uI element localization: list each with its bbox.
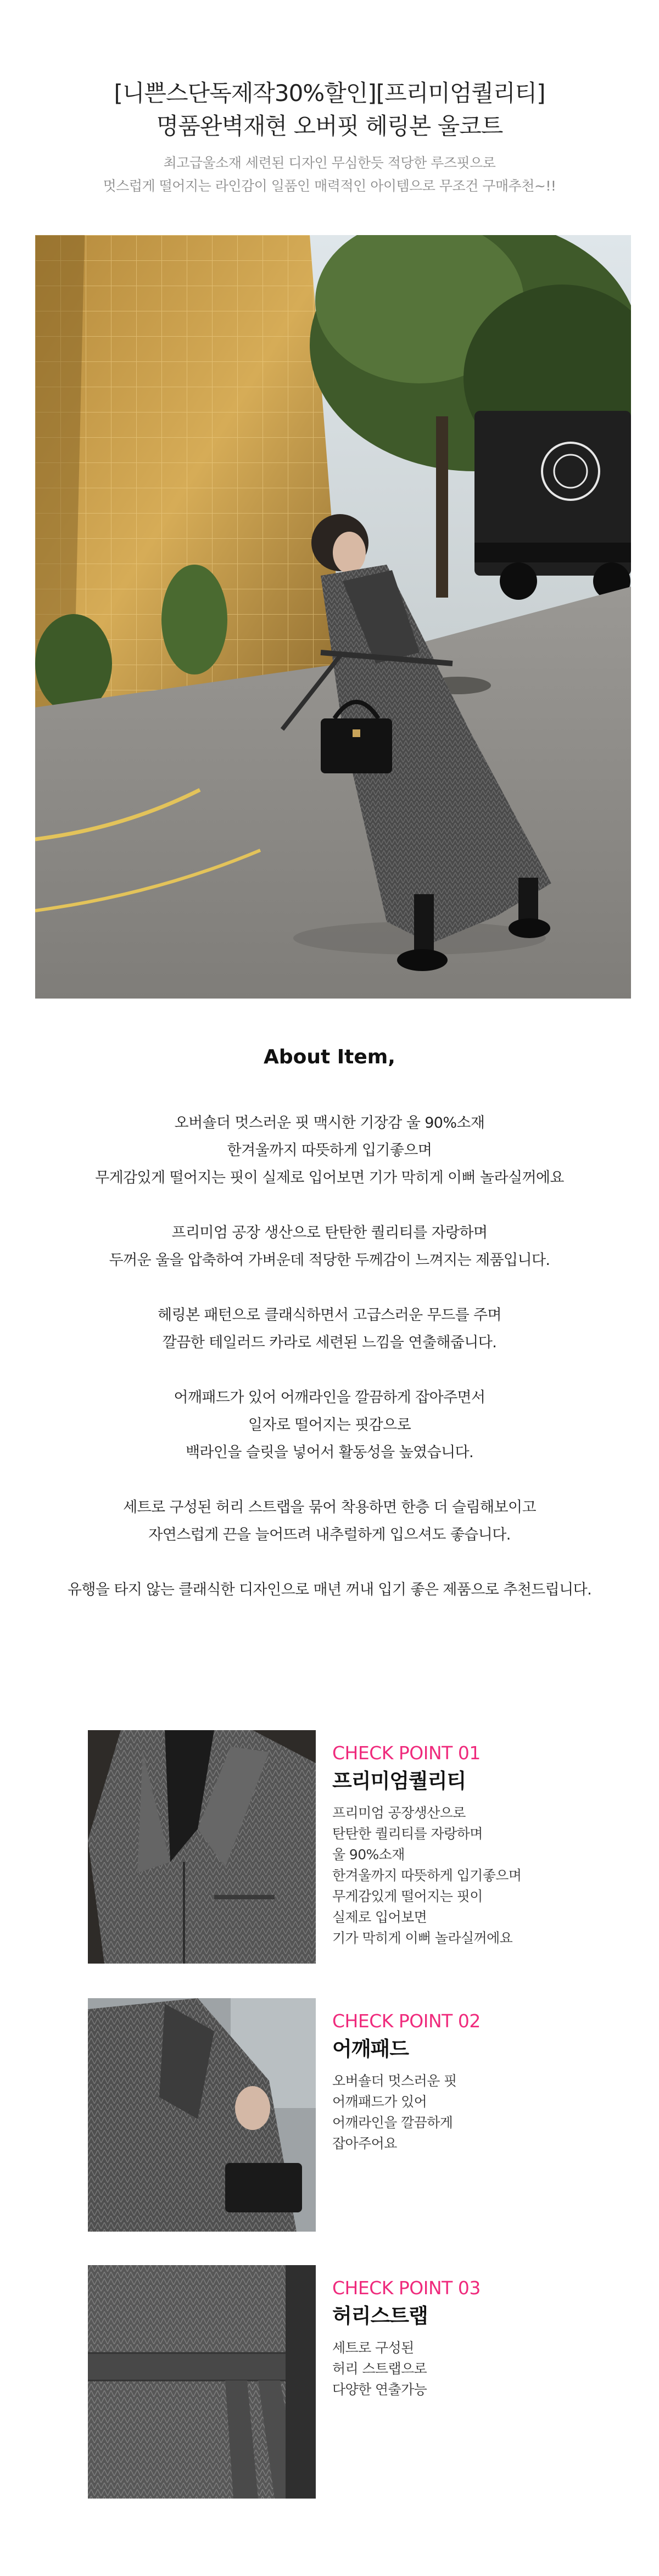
check-point-line: 한겨울까지 따뜻하게 입기좋으며 <box>332 1867 522 1883</box>
check-point-title: 프리미엄퀄리티 <box>332 1769 466 1793</box>
product-title-line-2: 명품완벽재현 오버핏 헤링본 울코트 <box>156 113 503 140</box>
check-point-02-text <box>332 2009 618 2154</box>
check-point-line: 무게감있게 떨어지는 핏이 <box>332 1888 483 1904</box>
check-point-label: CHECK POINT 03 <box>332 2277 481 2299</box>
product-subtitle-line-1: 최고급울소재 세련된 디자인 무심한듯 적당한 루즈핏으로 <box>163 155 496 171</box>
coat-detail-photo <box>88 1730 316 1964</box>
about-line: 자연스럽게 끈을 늘어뜨려 내추럴하게 입으셔도 좋습니다. <box>148 1526 511 1543</box>
check-point-03-photo <box>88 2265 316 2499</box>
check-point-line: 다양한 연출가능 <box>332 2382 427 2397</box>
check-point-title: 어깨패드 <box>332 2037 409 2061</box>
about-line: 일자로 떨어지는 핏감으로 <box>248 1417 411 1434</box>
about-line: 어깨패드가 있어 어깨라인을 깔끔하게 잡아주면서 <box>174 1389 485 1406</box>
about-line: 프리미엄 공장 생산으로 탄탄한 퀄리티를 자랑하며 <box>171 1224 488 1241</box>
product-subtitle-line-2: 멋스럽게 떨어지는 라인감이 일품인 매력적인 아이템으로 무조건 구매추천~!! <box>103 178 556 194</box>
waist-strap-photo <box>88 2265 316 2499</box>
about-line: 무게감있게 떨어지는 핏이 실제로 입어보면 기가 막히게 이뻐 놀라실꺼에요 <box>95 1169 564 1186</box>
shoulder-detail-photo <box>88 1998 316 2232</box>
about-item-heading: About Item, <box>264 1046 395 1068</box>
check-point-line: 기가 막히게 이뻐 놀라실꺼에요 <box>332 1930 513 1946</box>
check-point-line: 탄탄한 퀄리티를 자랑하며 <box>332 1826 483 1842</box>
check-point-line: 실제로 입어보면 <box>332 1909 427 1925</box>
check-point-03 <box>88 2265 626 2499</box>
check-point-line: 오버숄더 멋스러운 핏 <box>332 2073 457 2089</box>
about-paragraph <box>0 1219 659 1274</box>
check-point-01-text <box>332 1741 618 1949</box>
about-item-body <box>0 1109 659 1631</box>
check-point-line: 잡아주어요 <box>332 2135 397 2151</box>
about-paragraph <box>0 1109 659 1192</box>
check-point-01 <box>88 1730 626 1964</box>
check-point-line: 어깨라인을 깔끔하게 <box>332 2115 453 2131</box>
about-line: 유행을 타지 않는 클래식한 디자인으로 매년 꺼내 입기 좋은 제품으로 추천드립니다. <box>67 1581 592 1598</box>
check-point-line: 세트로 구성된 <box>332 2340 414 2356</box>
about-line: 세트로 구성된 허리 스트랩을 묶어 착용하면 한층 더 슬림해보이고 <box>123 1499 536 1516</box>
check-point-line: 어깨패드가 있어 <box>332 2094 427 2110</box>
about-paragraph <box>0 1576 659 1604</box>
check-point-line: 울 90%소재 <box>332 1847 405 1863</box>
hero-photo-illustration <box>35 235 631 999</box>
hero-photo <box>35 235 631 999</box>
about-line: 헤링본 패턴으로 클래식하면서 고급스러운 무드를 주며 <box>158 1307 501 1324</box>
check-point-label: CHECK POINT 02 <box>332 2010 481 2032</box>
check-point-02-photo <box>88 1998 316 2232</box>
about-paragraph <box>0 1494 659 1549</box>
product-header <box>0 77 659 198</box>
check-point-label: CHECK POINT 01 <box>332 1742 481 1764</box>
about-line: 한겨울까지 따뜻하게 입기좋으며 <box>227 1142 432 1159</box>
product-subtitle <box>0 152 659 198</box>
about-line: 오버숄더 멋스러운 핏 맥시한 기장감 울 90%소재 <box>174 1114 485 1131</box>
about-line: 백라인을 슬릿을 넣어서 활동성을 높였습니다. <box>185 1444 474 1461</box>
check-point-line: 허리 스트랩으로 <box>332 2361 427 2377</box>
about-line: 깔끔한 테일러드 카라로 세련된 느낌을 연출해줍니다. <box>162 1334 497 1351</box>
about-line: 두꺼운 울을 압축하여 가벼운데 적당한 두께감이 느껴지는 제품입니다. <box>109 1252 550 1269</box>
about-paragraph <box>0 1384 659 1467</box>
check-point-line: 프리미엄 공장생산으로 <box>332 1805 466 1821</box>
check-point-02 <box>88 1998 626 2232</box>
check-point-01-photo <box>88 1730 316 1964</box>
check-point-03-text <box>332 2276 618 2400</box>
product-title-line-1: [니쁜스단독제작30%할인][프리미엄퀄리티] <box>114 80 545 107</box>
about-paragraph <box>0 1302 659 1357</box>
check-point-title: 허리스트랩 <box>332 2304 428 2328</box>
